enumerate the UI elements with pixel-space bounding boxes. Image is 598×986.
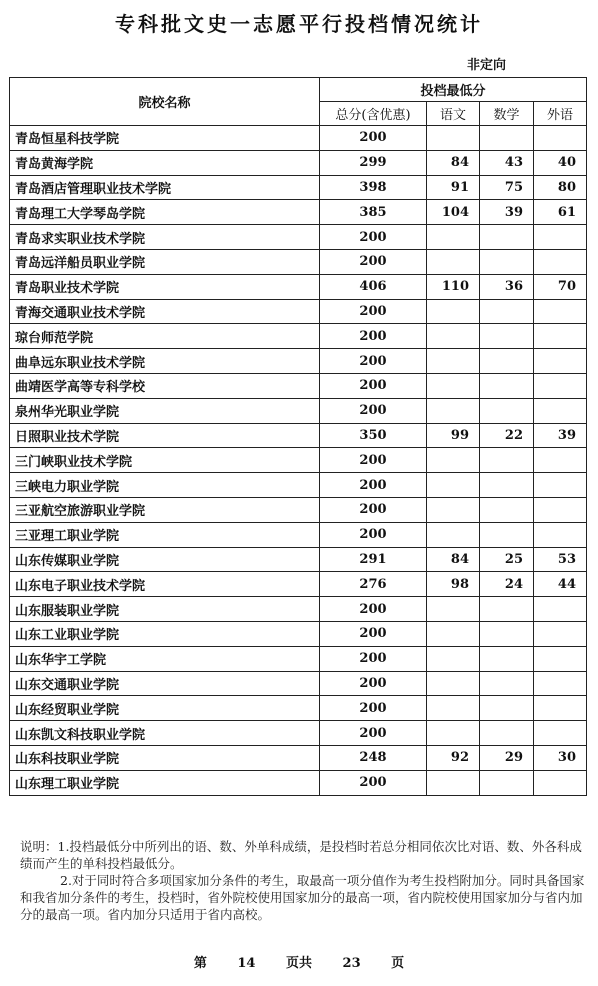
cell-chinese: 99 [427, 423, 480, 448]
cell-english [534, 671, 587, 696]
cell-school-name: 青岛远洋船员职业学院 [10, 249, 320, 274]
cell-english [534, 349, 587, 374]
cell-total: 299 [320, 150, 427, 175]
notes [20, 838, 586, 923]
cell-total: 200 [320, 448, 427, 473]
header-school-name: 院校名称 [10, 78, 320, 126]
cell-chinese [427, 621, 480, 646]
table-row [10, 770, 587, 795]
table-row [10, 249, 587, 274]
cell-school-name: 青海交通职业技术学院 [10, 299, 320, 324]
cell-school-name: 山东工业职业学院 [10, 621, 320, 646]
score-table [9, 77, 587, 796]
cell-chinese [427, 398, 480, 423]
cell-math [480, 597, 534, 622]
cell-math: 22 [480, 423, 534, 448]
cell-math [480, 249, 534, 274]
cell-total: 200 [320, 522, 427, 547]
cell-school-name: 青岛求实职业技术学院 [10, 225, 320, 250]
table-row [10, 373, 587, 398]
cell-math: 24 [480, 572, 534, 597]
cell-english [534, 646, 587, 671]
cell-english [534, 473, 587, 498]
cell-math: 36 [480, 274, 534, 299]
cell-math [480, 696, 534, 721]
table-row [10, 225, 587, 250]
cell-english [534, 696, 587, 721]
cell-math [480, 671, 534, 696]
note-1: 说明：1.投档最低分中所列出的语、数、外单科成绩，是投档时若总分相同依次比对语、数、外各科成绩而产生的单科投档最低分。 [20, 839, 582, 871]
footer-prefix: 第 [193, 956, 207, 971]
table-row [10, 597, 587, 622]
cell-school-name: 青岛酒店管理职业技术学院 [10, 175, 320, 200]
cell-total: 200 [320, 249, 427, 274]
cell-school-name: 青岛职业技术学院 [10, 274, 320, 299]
table-row [10, 423, 587, 448]
cell-chinese [427, 324, 480, 349]
cell-school-name: 琼台师范学院 [10, 324, 320, 349]
table-row [10, 745, 587, 770]
cell-english [534, 126, 587, 151]
cell-school-name: 三亚理工职业学院 [10, 522, 320, 547]
cell-english: 53 [534, 547, 587, 572]
cell-school-name: 泉州华光职业学院 [10, 398, 320, 423]
cell-math [480, 473, 534, 498]
table-row [10, 274, 587, 299]
cell-total: 200 [320, 621, 427, 646]
table-row [10, 448, 587, 473]
cell-school-name: 曲靖医学高等专科学校 [10, 373, 320, 398]
cell-english [534, 373, 587, 398]
cell-chinese [427, 249, 480, 274]
cell-english [534, 398, 587, 423]
cell-english [534, 497, 587, 522]
table-body [10, 126, 587, 796]
cell-math [480, 299, 534, 324]
cell-english [534, 770, 587, 795]
cell-english [534, 721, 587, 746]
table-row [10, 349, 587, 374]
cell-total: 200 [320, 225, 427, 250]
footer-current-page: 14 [237, 956, 256, 971]
cell-chinese [427, 373, 480, 398]
cell-chinese [427, 770, 480, 795]
cell-chinese [427, 448, 480, 473]
cell-math: 43 [480, 150, 534, 175]
cell-math [480, 126, 534, 151]
cell-total: 200 [320, 373, 427, 398]
cell-total: 398 [320, 175, 427, 200]
cell-total: 200 [320, 696, 427, 721]
cell-total: 276 [320, 572, 427, 597]
cell-total: 200 [320, 671, 427, 696]
table-row [10, 522, 587, 547]
cell-school-name: 青岛黄海学院 [10, 150, 320, 175]
cell-total: 200 [320, 299, 427, 324]
cell-chinese [427, 522, 480, 547]
cell-chinese: 92 [427, 745, 480, 770]
cell-school-name: 山东凯文科技职业学院 [10, 721, 320, 746]
table-row [10, 473, 587, 498]
cell-chinese [427, 497, 480, 522]
cell-school-name: 山东科技职业学院 [10, 745, 320, 770]
cell-school-name: 山东服装职业学院 [10, 597, 320, 622]
cell-chinese: 110 [427, 274, 480, 299]
cell-total: 200 [320, 497, 427, 522]
footer-suffix: 页 [391, 956, 405, 971]
page-footer [0, 952, 598, 971]
table-row [10, 621, 587, 646]
table-row [10, 200, 587, 225]
cell-math [480, 497, 534, 522]
cell-total: 200 [320, 473, 427, 498]
table-row [10, 572, 587, 597]
cell-chinese [427, 597, 480, 622]
table-row [10, 671, 587, 696]
footer-total-pages: 23 [342, 956, 361, 971]
table-row [10, 398, 587, 423]
cell-english [534, 448, 587, 473]
cell-math [480, 324, 534, 349]
cell-chinese: 104 [427, 200, 480, 225]
cell-english: 70 [534, 274, 587, 299]
cell-english: 44 [534, 572, 587, 597]
cell-math [480, 646, 534, 671]
cell-total: 200 [320, 349, 427, 374]
cell-chinese: 84 [427, 547, 480, 572]
cell-math [480, 398, 534, 423]
cell-chinese [427, 225, 480, 250]
table-row [10, 696, 587, 721]
cell-total: 200 [320, 126, 427, 151]
cell-chinese [427, 126, 480, 151]
cell-chinese: 98 [427, 572, 480, 597]
cell-school-name: 日照职业技术学院 [10, 423, 320, 448]
table-row [10, 150, 587, 175]
cell-school-name: 青岛恒星科技学院 [10, 126, 320, 151]
cell-english: 40 [534, 150, 587, 175]
table-header [10, 78, 587, 126]
header-min-score-group: 投档最低分 [320, 78, 587, 102]
table-row [10, 175, 587, 200]
cell-chinese [427, 349, 480, 374]
cell-math [480, 522, 534, 547]
cell-school-name: 山东理工职业学院 [10, 770, 320, 795]
cell-school-name: 三亚航空旅游职业学院 [10, 497, 320, 522]
header-math: 数学 [480, 102, 534, 126]
cell-total: 200 [320, 597, 427, 622]
cell-english: 80 [534, 175, 587, 200]
cell-total: 200 [320, 721, 427, 746]
page-title: 专科批文史一志愿平行投档情况统计 [115, 12, 483, 36]
cell-school-name: 曲阜远东职业技术学院 [10, 349, 320, 374]
cell-chinese [427, 671, 480, 696]
cell-chinese [427, 473, 480, 498]
cell-math [480, 448, 534, 473]
cell-math: 29 [480, 745, 534, 770]
cell-english [534, 324, 587, 349]
header-total: 总分(含优惠) [320, 102, 427, 126]
cell-english [534, 225, 587, 250]
cell-school-name: 青岛理工大学琴岛学院 [10, 200, 320, 225]
cell-school-name: 三门峡职业技术学院 [10, 448, 320, 473]
cell-math [480, 373, 534, 398]
header-english: 外语 [534, 102, 587, 126]
cell-chinese [427, 646, 480, 671]
cell-english [534, 299, 587, 324]
table-row [10, 497, 587, 522]
table-row [10, 646, 587, 671]
cell-school-name: 山东交通职业学院 [10, 671, 320, 696]
cell-english [534, 621, 587, 646]
cell-total: 406 [320, 274, 427, 299]
cell-english: 61 [534, 200, 587, 225]
cell-english: 30 [534, 745, 587, 770]
cell-math: 75 [480, 175, 534, 200]
cell-english [534, 597, 587, 622]
cell-chinese: 91 [427, 175, 480, 200]
cell-school-name: 山东经贸职业学院 [10, 696, 320, 721]
cell-chinese: 84 [427, 150, 480, 175]
cell-school-name: 三峡电力职业学院 [10, 473, 320, 498]
cell-math [480, 225, 534, 250]
cell-school-name: 山东传媒职业学院 [10, 547, 320, 572]
cell-math [480, 721, 534, 746]
table-row [10, 547, 587, 572]
cell-total: 350 [320, 423, 427, 448]
cell-total: 200 [320, 324, 427, 349]
cell-chinese [427, 299, 480, 324]
table-row [10, 324, 587, 349]
cell-school-name: 山东电子职业技术学院 [10, 572, 320, 597]
note-2: 2.对于同时符合多项国家加分条件的考生，取最高一项分值作为考生投档附加分。同时具备国家和我省加分条件的考生，投档时，省外院校使用国家加分的最高一项，省内院校使用国家加分与省内加分的最高一项。省内加分只适用于省内高校。 [20, 873, 585, 922]
table-row [10, 126, 587, 151]
subtitle: 非定向 [467, 58, 507, 73]
cell-math [480, 349, 534, 374]
footer-mid: 页共 [285, 956, 312, 971]
cell-total: 200 [320, 770, 427, 795]
cell-math: 25 [480, 547, 534, 572]
cell-total: 200 [320, 398, 427, 423]
table-row [10, 299, 587, 324]
cell-math [480, 621, 534, 646]
cell-total: 200 [320, 646, 427, 671]
cell-chinese [427, 696, 480, 721]
cell-math [480, 770, 534, 795]
cell-school-name: 山东华宇工学院 [10, 646, 320, 671]
cell-english: 39 [534, 423, 587, 448]
cell-english [534, 522, 587, 547]
cell-total: 291 [320, 547, 427, 572]
cell-math: 39 [480, 200, 534, 225]
cell-english [534, 249, 587, 274]
cell-chinese [427, 721, 480, 746]
cell-total: 385 [320, 200, 427, 225]
table-row [10, 721, 587, 746]
cell-total: 248 [320, 745, 427, 770]
header-chinese: 语文 [427, 102, 480, 126]
